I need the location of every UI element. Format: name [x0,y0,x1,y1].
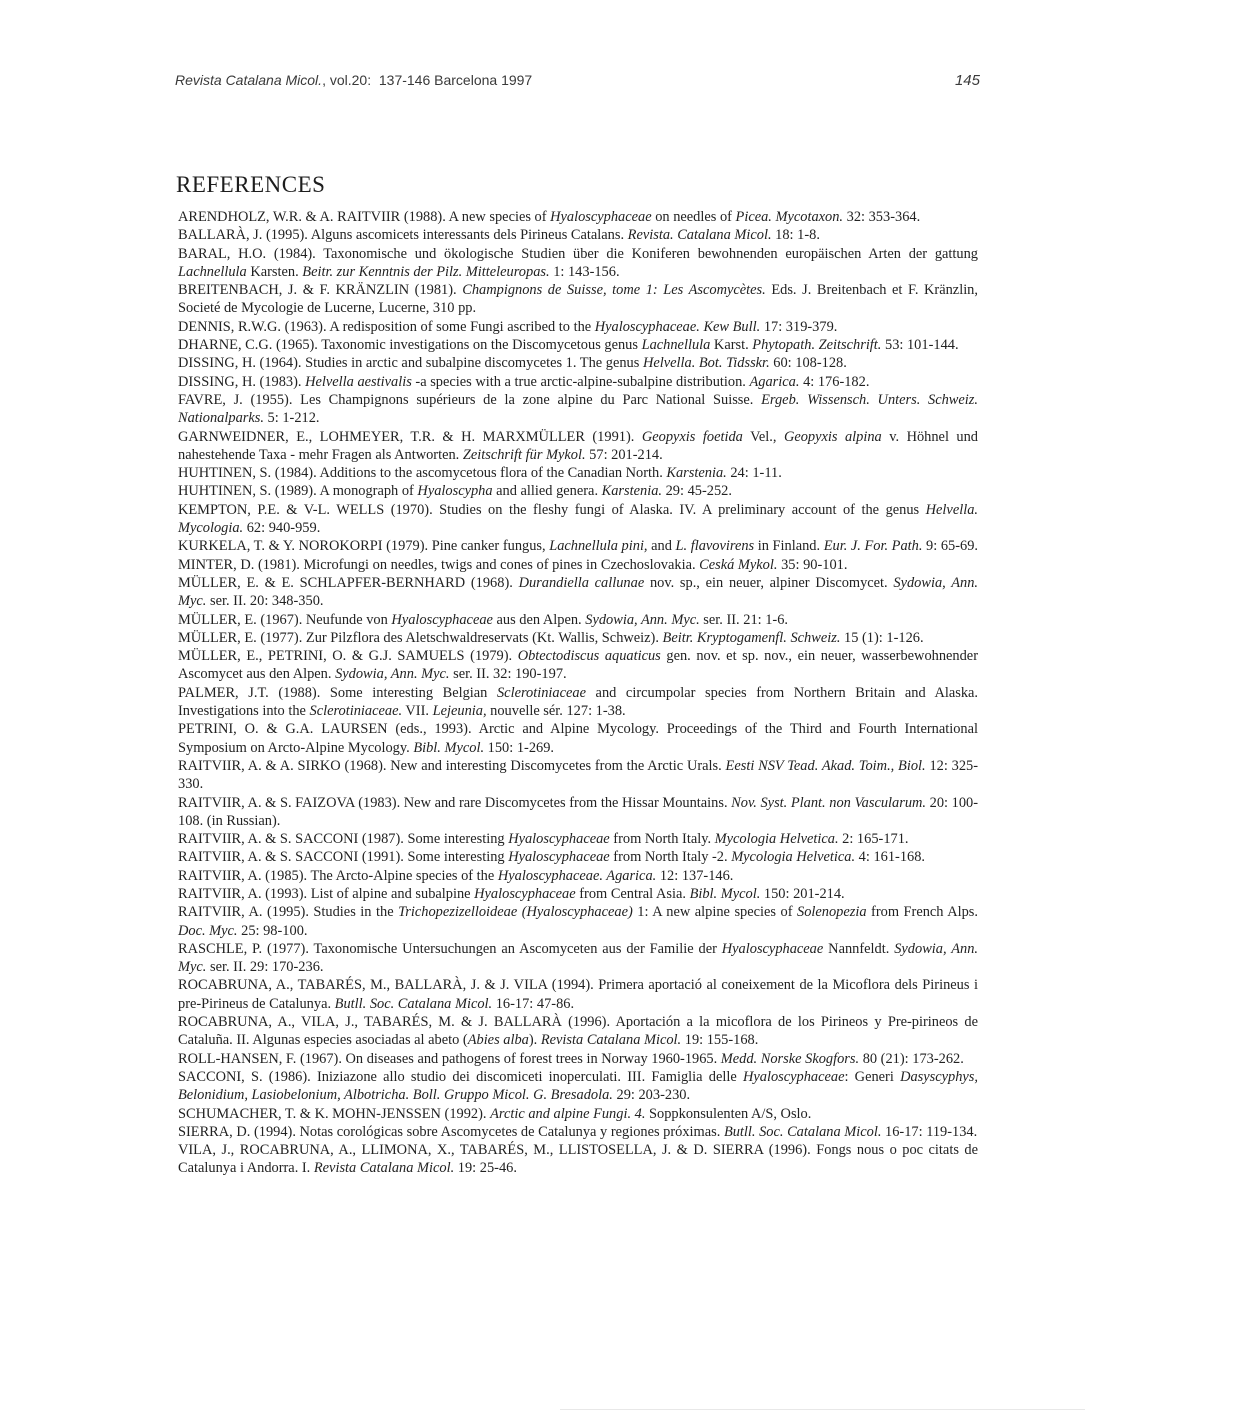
reference-italic-text: Phytopath. Zeitschrift. [752,337,882,354]
reference-italic-text: Doc. Myc. [178,922,238,939]
reference-italic-text: Sclerotiniaceae. [309,703,403,720]
bottom-edge-line [560,1409,1085,1410]
reference-italic-text: Revista. Catalana Micol. [627,227,772,244]
reference-entry [178,318,978,336]
reference-entry [178,226,978,244]
reference-italic-text: Geopyxis alpina [783,428,882,445]
reference-text: ROCABRUNA, A., VILA, J., TABARÉS, M. & J. BALLARÀ (1996). Aportación a la micoflora de los Pirineos y Pre-pirineos de Cataluña. II. Algunas especies asociadas al abeto ( [178,1014,978,1049]
reference-italic-text: Geopyxis foetida [641,428,743,445]
reference-text: 29: 203-230. [612,1087,691,1104]
reference-text: 4: 176-182. [799,373,870,390]
reference-italic-text: Trichopezizelloideae (Hyaloscyphaceae) [398,904,633,921]
reference-entry [178,976,978,1013]
reference-text: DISSING, H. (1964). Studies in arctic and subalpine discomycetes 1. The genus [178,355,643,372]
reference-text: HUHTINEN, S. (1989). A monograph of [178,483,418,500]
reference-italic-text: Hyaloscyphaceae. Agarica. [497,867,657,884]
reference-text: from French Alps. [866,904,978,921]
reference-text: 19: 155-168. [681,1032,759,1049]
reference-italic-text: Zeitschrift für Mykol. [462,446,586,463]
reference-italic-text: Revista Catalana Micol. [540,1032,682,1049]
page-number: 145 [954,72,980,89]
reference-italic-text: Medd. Norske Skogfors. [720,1050,860,1067]
reference-text: PALMER, J.T. (1988). Some interesting Belgian [178,684,497,701]
reference-italic-text: Sydowia, Ann. Myc. [585,611,700,628]
reference-text: : Generi [844,1068,901,1085]
reference-text: ARENDHOLZ, W.R. & A. RAITVIIR (1988). A new species of [178,209,551,225]
reference-italic-text: Arctic and alpine Fungi. 4. [490,1105,646,1122]
reference-text: nov. sp., ein neuer, alpiner Discomycet. [644,574,894,591]
reference-text: 80 (21): 173-262. [859,1050,964,1067]
reference-entry [178,391,978,428]
reference-text: 25: 98-100. [237,922,308,939]
reference-text: DISSING, H. (1983). [178,373,306,390]
reference-italic-text: Lachnellula [178,263,247,280]
reference-entry [178,647,978,684]
reference-entry [178,281,978,318]
reference-text: 17: 319-379. [760,318,838,335]
reference-text: DHARNE, C.G. (1965). Taxonomic investigations on the Discomycetous genus [178,337,642,354]
reference-text: RAITVIIR, A. & S. SACCONI (1987). Some interesting [178,831,509,848]
reference-entry [178,757,978,794]
reference-italic-text: Eesti NSV Tead. Akad. Toim., Biol. [725,757,926,774]
reference-italic-text: Champignons de Suisse, tome 1: Les Ascomycètes. [462,282,766,299]
reference-text: 16-17: 119-134. [881,1123,978,1140]
reference-text: in Finland. [754,538,824,555]
reference-text: aus den Alpen. [492,611,586,628]
reference-entry [178,482,978,500]
reference-text: GARNWEIDNER, E., LOHMEYER, T.R. & H. MARXMÜLLER (1991). [178,428,642,445]
reference-italic-text: Beitr. Kryptogamenfl. Schweiz. [662,629,841,646]
reference-italic-text: Ergeb. Wissensch. Unters. Schweiz. Nationalparks. [178,391,978,427]
reference-italic-text: Mycologia Helvetica. [714,831,839,848]
reference-entry [178,373,978,391]
reference-text: SCHUMACHER, T. & K. MOHN-JENSSEN (1992). [178,1105,491,1122]
reference-text: MÜLLER, E. (1977). Zur Pilzflora des Aletschwaldreservats (Kt. Wallis, Schweiz). [178,629,663,646]
reference-text: ser. II. 29: 170-236. [206,959,324,976]
reference-entry [178,1123,978,1141]
reference-italic-text: L. flavovirens [675,538,755,555]
reference-italic-text: Bibl. Mycol. [413,739,485,756]
reference-entry [178,428,978,465]
reference-italic-text: Hyaloscyphaceae. Kew Bull. [594,318,761,335]
reference-italic-text: Hyaloscypha [417,483,493,500]
reference-text: -a species with a true arctic-alpine-subalpine distribution. [411,373,750,390]
reference-entry [178,1050,978,1068]
reference-text: 19: 25-46. [454,1160,517,1177]
reference-entry [178,464,978,482]
reference-text: Vel., [742,428,784,445]
reference-entry [178,501,978,538]
reference-entry [178,556,978,574]
reference-italic-text: Revista Catalana Micol. [313,1160,455,1177]
reference-text: Eds. J. Breitenbach et F. Kränzlin, Societé de Mycologie de Lucerne, Lucerne, 310 pp. [178,282,978,317]
reference-text: 12: 137-146. [656,867,734,884]
reference-text: KEMPTON, P.E. & V-L. WELLS (1970). Studies on the fleshy fungi of Alaska. IV. A preliminary account of the genus [178,501,926,518]
reference-text: RAITVIIR, A. (1985). The Arcto-Alpine species of the [178,867,498,884]
reference-text: BARAL, H.O. (1984). Taxonomische und ökologische Studien über die Koniferen bewohnenden europäischen Arten der gattung [178,245,978,262]
section-heading: REFERENCES [176,172,326,197]
reference-text: ). [528,1032,541,1049]
reference-italic-text: Eur. J. For. Path. [823,538,923,555]
reference-entry [178,336,978,354]
reference-entry [178,245,978,282]
reference-text: on needles of [651,209,736,225]
reference-entry [178,1013,978,1050]
reference-italic-text: Nov. Syst. Plant. non Vascularum. [731,794,927,811]
journal-pages-place-year: 137-146 Barcelona 1997 [378,72,533,88]
reference-entry [178,867,978,885]
reference-text: BALLARÀ, J. (1995). Alguns ascomicets interessants dels Pirineus Catalans. [178,227,628,244]
reference-text: RAITVIIR, A. (1995). Studies in the [178,904,399,921]
reference-text: from North Italy. [609,831,715,848]
reference-italic-text: Hyaloscyphaceae [474,885,576,902]
reference-italic-text: Durandiella callunae [518,574,645,591]
reference-entry [178,903,978,940]
reference-entry [178,830,978,848]
reference-text: gen. nov. et sp. nov., ein neuer, wasserbewohnender Ascomycet aus den Alpen. [178,648,978,683]
reference-italic-text: Hyaloscyphaceae [508,849,610,866]
reference-text: 62: 940-959. [243,520,321,537]
reference-italic-text: Mycologia Helvetica. [731,849,856,866]
reference-text: 29: 45-252. [662,483,732,500]
reference-text: 2: 165-171. [838,831,909,848]
reference-text: 9: 65-69. [922,538,978,555]
reference-text: nouvelle sér. 127: 1-38. [486,703,626,720]
reference-entry [178,574,978,611]
reference-italic-text: Bibl. Mycol. [689,885,761,902]
reference-text: ROLL-HANSEN, F. (1967). On diseases and pathogens of forest trees in Norway 1960-1965. [178,1050,721,1067]
reference-entry [178,537,978,555]
reference-italic-text: Lejeunia, [432,703,487,720]
reference-text: 18: 1-8. [771,227,820,244]
reference-text: and [647,538,676,555]
reference-text: 60: 108-128. [769,355,847,372]
reference-text: ser. II. 32: 190-197. [449,666,567,683]
reference-list [178,208,978,1178]
reference-text: RAITVIIR, A. & S. FAIZOVA (1983). New and rare Discomycetes from the Hissar Mountains. [178,794,732,811]
reference-text: FAVRE, J. (1955). Les Champignons supérieurs de la zone alpine du Parc National Suisse. [178,391,762,408]
reference-italic-text: Hyaloscyphaceae [391,611,493,628]
reference-text: 24: 1-11. [726,465,782,482]
reference-text: 12: 325-330. [178,757,979,793]
reference-text: VII. [402,703,433,720]
reference-text: 20: 100-108. (in Russian). [178,794,978,829]
reference-text: 16-17: 47-86. [492,995,575,1012]
reference-text: 1: 143-156. [549,263,620,280]
reference-italic-text: Helvella. Mycologia. [178,501,978,537]
reference-text: MÜLLER, E., PETRINI, O. & G.J. SAMUELS (1979). [178,648,518,665]
reference-text: DENNIS, R.W.G. (1963). A redisposition of some Fungi ascribed to the [178,318,595,335]
reference-entry [178,794,978,831]
reference-text: Karst. [710,337,753,354]
reference-italic-text: Sclerotiniaceae [496,684,586,701]
reference-italic-text: Sydowia, Ann. Myc. [178,940,978,976]
reference-text: from North Italy -2. [609,849,732,866]
reference-text: RASCHLE, P. (1977). Taxonomische Untersuchungen an Ascomyceten aus der Familie der [178,940,722,957]
reference-text: RAITVIIR, A. (1993). List of alpine and subalpine [178,885,475,902]
reference-text: HUHTINEN, S. (1984). Additions to the ascomycetous flora of the Canadian North. [178,465,667,482]
reference-italic-text: Lachnellula [641,337,711,354]
reference-italic-text: Obtectodiscus aquaticus [517,648,661,665]
reference-text: 57: 201-214. [585,446,663,463]
reference-text: 5: 1-212. [263,410,320,427]
reference-italic-text: Karstenia. [601,483,663,500]
reference-text: and allied genera. [492,483,602,500]
reference-italic-text: Helvella. Bot. Tidsskr. [642,355,770,372]
reference-entry [178,1068,978,1105]
reference-italic-text: Sydowia, Ann. Myc. [335,666,450,683]
reference-text: RAITVIIR, A. & S. SACCONI (1991). Some interesting [178,849,509,866]
reference-text: from Central Asia. [575,885,690,902]
reference-italic-text: Karstenia. [666,465,727,482]
reference-italic-text: Hyaloscyphaceae [721,940,824,957]
reference-entry [178,940,978,977]
journal-volume: , vol.20: [322,72,372,88]
reference-italic-text: Butll. Soc. Catalana Micol. [334,995,493,1012]
reference-text: v. Höhnel und nahestehende Taxa - mehr Fragen als Antworten. [178,428,979,463]
reference-italic-text: Helvella aestivalis [305,373,412,390]
reference-italic-text: Solenopezia [797,904,867,921]
reference-entry [178,1105,978,1123]
reference-entry [178,354,978,372]
reference-text: 150: 201-214. [760,885,845,902]
running-head [175,72,980,94]
reference-text: MINTER, D. (1981). Microfungi on needles, twigs and cones of pines in Czechoslovakia. [178,556,700,573]
reference-text: Karsten. [246,263,303,280]
reference-text: RAITVIIR, A. & A. SIRKO (1968). New and interesting Discomycetes from the Arctic Urals. [178,757,726,774]
reference-italic-text: Sydowia, Ann. Myc. [178,574,978,610]
reference-text: 4: 161-168. [855,849,926,866]
reference-text: ser. II. 20: 348-350. [206,593,324,610]
reference-italic-text: Abies alba [467,1032,529,1049]
reference-text: 150: 1-269. [484,739,554,756]
reference-text: BREITENBACH, J. & F. KRÄNZLIN (1981). [178,282,463,299]
reference-text: and circumpolar species from Northern Britain and Alaska. Investigations into the [178,684,979,720]
reference-entry [178,684,978,721]
reference-text: 53: 101-144. [881,337,959,354]
reference-text: SACCONI, S. (1986). Iniziazone allo studio dei discomiceti inoperculati. III. Famiglia delle [178,1068,743,1085]
reference-italic-text: Hyaloscyphaceae [550,209,652,225]
reference-entry [178,629,978,647]
reference-italic-text: Butll. Soc. Catalana Micol. [723,1123,882,1140]
reference-text: 15 (1): 1-126. [840,629,924,646]
reference-text: ser. II. 21: 1-6. [699,611,789,628]
reference-italic-text: Beitr. zur Kenntnis der Pilz. Mitteleuropas. [302,263,550,280]
reference-entry [178,611,978,629]
reference-italic-text: Hyaloscyphaceae [508,831,610,848]
reference-italic-text: Dasyscyphys, Belonidium, Lasiobelonium, Albotricha. Boll. Gruppo Micol. G. Bresadola. [178,1068,978,1104]
reference-entry [178,848,978,866]
reference-entry [178,885,978,903]
reference-text: Nannfeldt. [823,940,895,957]
reference-italic-text: Lachnellula pini, [549,538,648,555]
reference-italic-text: Picea. Mycotaxon. [735,209,844,225]
reference-text: KURKELA, T. & Y. NOROKORPI (1979). Pine canker fungus, [178,538,550,555]
reference-italic-text: Ceská Mykol. [699,556,778,573]
reference-text: VILA, J., ROCABRUNA, A., LLIMONA, X., TABARÉS, M., LLISTOSELLA, J. & D. SIERRA (1996). Fongs nous o poc citats de Catalunya i Andorra. I. [178,1142,978,1177]
reference-text: 1: A new alpine species of [632,904,797,921]
reference-entry [178,208,978,226]
reference-text: PETRINI, O. & G.A. LAURSEN (eds., 1993). Arctic and Alpine Mycology. Proceedings of the Third and Fourth International Symposium on Arcto-Alpine Mycology. [178,721,978,756]
reference-text: MÜLLER, E. (1967). Neufunde von [178,611,392,628]
reference-text: 35: 90-101. [777,556,848,573]
reference-text: 32: 353-364. [843,209,921,225]
reference-entry [178,720,978,757]
reference-text: ROCABRUNA, A., TABARÉS, M., BALLARÀ, J. & J. VILA (1994). Primera aportació al coneixement de la Micoflora dels Pirineus i pre-Pirineus de Catalunya. [178,977,978,1012]
reference-italic-text: Agarica. [749,373,800,390]
reference-text: MÜLLER, E. & E. SCHLAPFER-BERNHARD (1968). [178,574,519,591]
reference-entry [178,1141,978,1178]
journal-title: Revista Catalana Micol. [175,72,323,88]
reference-text: SIERRA, D. (1994). Notas corológicas sobre Ascomycetes de Catalunya y regiones próximas. [178,1123,724,1140]
reference-italic-text: Hyaloscyphaceae [742,1068,845,1085]
reference-text: Soppkonsulenten A/S, Oslo. [645,1105,812,1122]
